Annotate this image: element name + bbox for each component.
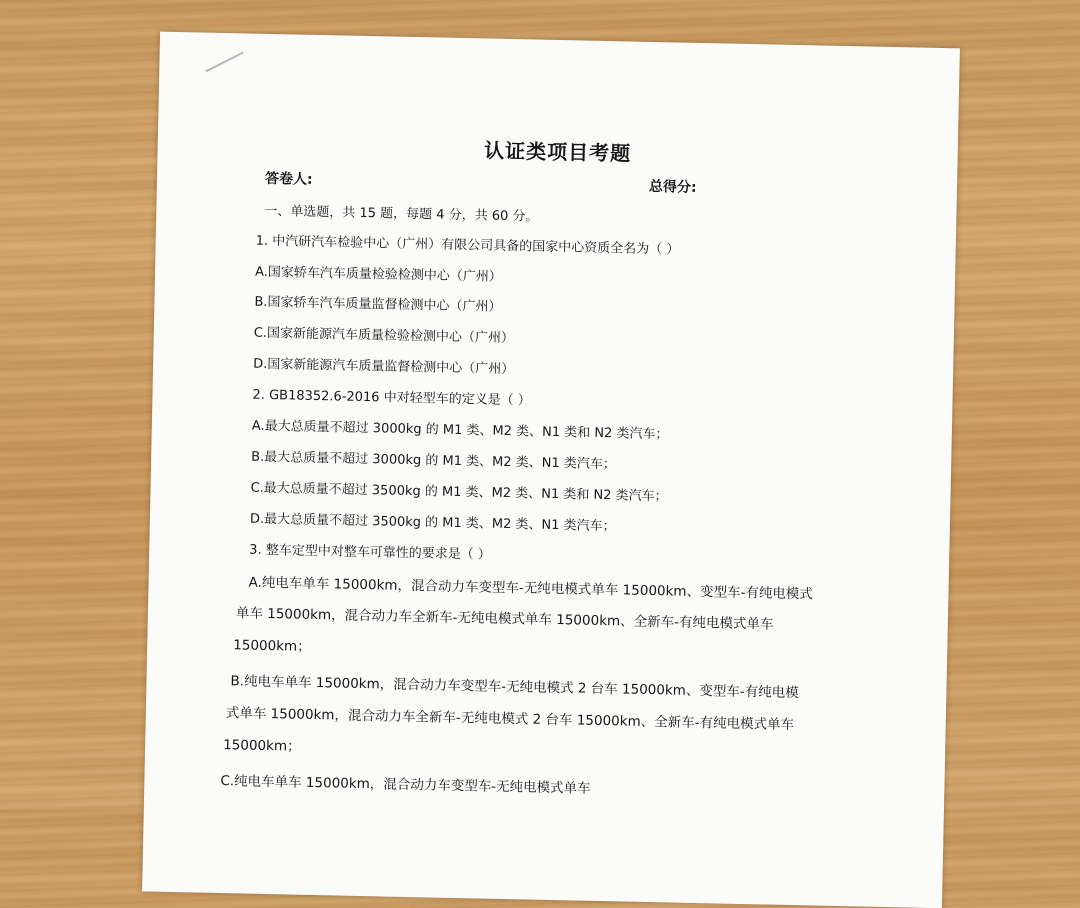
question-1-option-b: B.国家轿车汽车质量监督检测中心（广州） — [254, 294, 502, 315]
question-3-option-b-line-2: 式单车 15000km，混合动力车全新车-无纯电模式 2 台车 15000km、全新车-有纯电模式单车 — [225, 705, 795, 734]
page-title: 认证类项目考题 — [483, 138, 632, 166]
question-2-option-a: A.最大总质量不超过 3000kg 的 M1 类、M2 类、N1 类和 N2 类汽车； — [251, 418, 669, 443]
question-3-option-b-line-3: 15000km； — [222, 737, 301, 755]
total-score-label: 总得分: — [648, 178, 697, 196]
question-1-option-c: C.国家新能源汽车质量检验检测中心（广州） — [253, 325, 515, 347]
question-3-option-a-line-1: A.纯电车单车 15000km，混合动力车变型车-无纯电模式单车 15000km、变型车-有纯电模式 — [248, 574, 814, 603]
question-3-option-a-line-2: 单车 15000km，混合动力车全新车-无纯电模式单车 15000km、全新车-有纯电模式单车 — [235, 605, 774, 633]
question-1-stem: 1. 中汽研汽车检验中心（广州）有限公司具备的国家中心资质全名为（ ） — [255, 233, 680, 258]
question-2-option-b: B.最大总质量不超过 3000kg 的 M1 类、M2 类、N1 类汽车； — [251, 449, 616, 473]
respondent-label: 答卷人: — [264, 170, 313, 188]
question-2-option-d: D.最大总质量不超过 3500kg 的 M1 类、M2 类、N1 类汽车； — [249, 511, 616, 535]
question-3-option-b-line-1: B.纯电车单车 15000km，混合动力车变型车-无纯电模式 2 台车 15000km、变型车-有纯电模 — [230, 673, 799, 702]
question-3-option-c-line-1: C.纯电车单车 15000km，混合动力车变型车-无纯电模式单车 — [220, 773, 591, 797]
section-instruction: 一、单选题，共 15 题，每题 4 分，共 60 分。 — [264, 203, 539, 225]
question-3-stem: 3. 整车定型中对整车可靠性的要求是（ ） — [249, 542, 492, 563]
pen-mark — [205, 52, 243, 73]
question-1-option-d: D.国家新能源汽车质量监督检测中心（广州） — [252, 356, 515, 378]
question-1-option-a: A.国家轿车汽车质量检验检测中心（广州） — [254, 264, 502, 285]
exam-paper — [142, 32, 960, 908]
question-2-stem: 2. GB18352.6-2016 中对轻型车的定义是（ ） — [252, 387, 531, 409]
question-3-option-a-line-3: 15000km； — [233, 637, 311, 655]
question-2-option-c: C.最大总质量不超过 3500kg 的 M1 类、M2 类、N1 类和 N2 类汽车； — [250, 480, 668, 505]
